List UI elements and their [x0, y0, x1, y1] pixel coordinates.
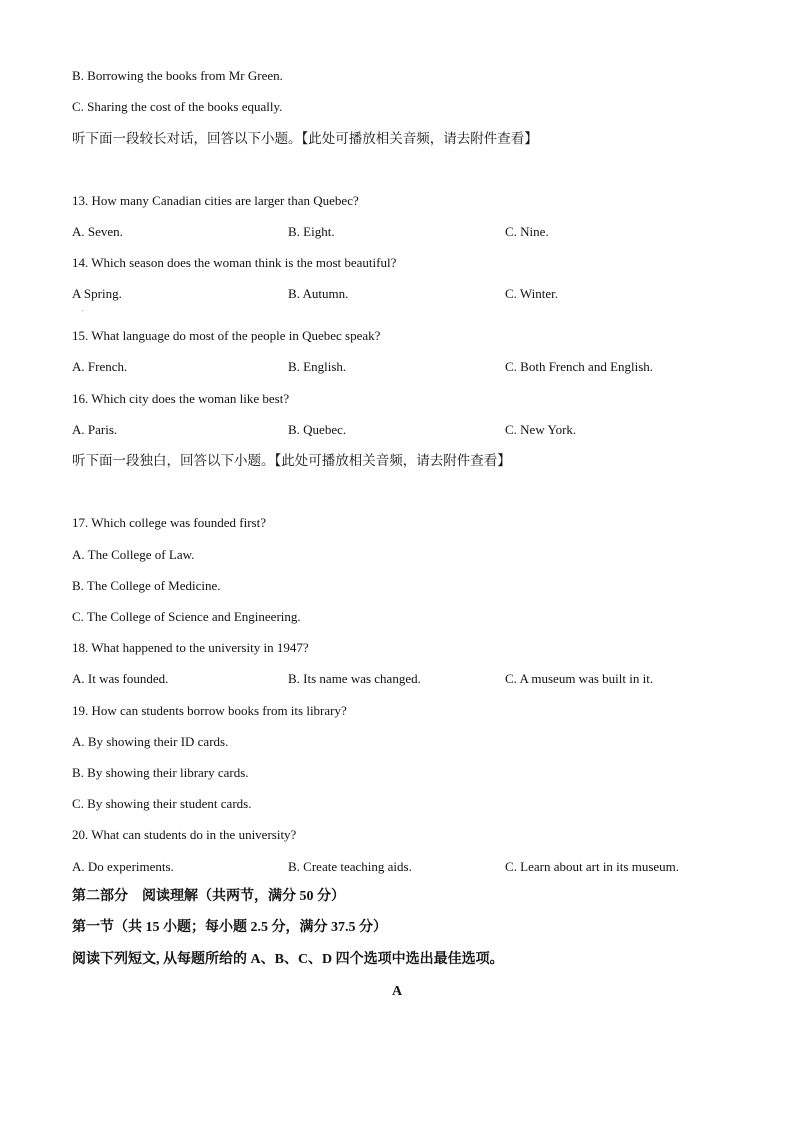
q20-option-a: A. Do experiments.: [72, 859, 174, 874]
q19-option-b: B. By showing their library cards.: [72, 765, 249, 780]
question-17: 17. Which college was founded first?: [72, 515, 266, 530]
stray-dot: .: [82, 307, 84, 313]
q14-option-c: C. Winter.: [505, 286, 559, 301]
q13-option-b: B. Eight.: [288, 224, 335, 239]
q16-option-a: A. Paris.: [72, 422, 118, 437]
q14-option-b: B. Autumn.: [288, 286, 349, 301]
q19-option-a: A. By showing their ID cards.: [72, 734, 229, 749]
question-16: 16. Which city does the woman like best?: [72, 391, 290, 406]
q13-option-a: A. Seven.: [72, 224, 123, 239]
q15-option-c: C. Both French and English.: [505, 359, 654, 374]
q17-option-c: C. The College of Science and Engineering.: [72, 609, 301, 624]
q16-option-b: B. Quebec.: [288, 422, 347, 437]
part-two-heading: 第二部分 阅读理解（共两节，满分 50 分）: [72, 889, 345, 904]
q17-option-b: B. The College of Medicine.: [72, 578, 221, 593]
q17-option-a: A. The College of Law.: [72, 547, 195, 562]
q18-option-a: A. It was founded.: [72, 671, 169, 686]
q18-option-c: C. A museum was built in it.: [505, 671, 654, 686]
question-18: 18. What happened to the university in 1947?: [72, 640, 309, 655]
question-19: 19. How can students borrow books from its library?: [72, 703, 347, 718]
q18-option-b: B. Its name was changed.: [288, 671, 421, 686]
question-14: 14. Which season does the woman think is the most beautiful?: [72, 255, 397, 270]
reading-instruction: 阅读下列短文, 从每题所给的 A、B、C、D 四个选项中选出最佳选项。: [72, 952, 504, 967]
q13-option-c: C. Nine.: [505, 224, 549, 239]
option-b-borrowing: B. Borrowing the books from Mr Green.: [72, 68, 283, 83]
q16-option-c: C. New York.: [505, 422, 577, 437]
passage-label: A: [391, 984, 403, 999]
question-15: 15. What language do most of the people in Quebec speak?: [72, 328, 381, 343]
q20-option-b: B. Create teaching aids.: [288, 859, 412, 874]
q15-option-b: B. English.: [288, 359, 347, 374]
section-one-heading: 第一节（共 15 小题；每小题 2.5 分，满分 37.5 分）: [72, 920, 387, 935]
q19-option-c: C. By showing their student cards.: [72, 796, 252, 811]
question-13: 13. How many Canadian cities are larger than Quebec?: [72, 193, 359, 208]
option-c-sharing: C. Sharing the cost of the books equally.: [72, 99, 283, 114]
q14-option-a: A Spring.: [72, 286, 122, 301]
question-20: 20. What can students do in the university?: [72, 827, 297, 842]
q15-option-a: A. French.: [72, 359, 128, 374]
instruction-long-dialogue: 听下面一段较长对话，回答以下小题。【此处可播放相关音频，请去附件查看】: [72, 131, 538, 146]
q20-option-c: C. Learn about art in its museum.: [505, 859, 680, 874]
instruction-monologue: 听下面一段独白，回答以下小题。【此处可播放相关音频，请去附件查看】: [72, 453, 511, 468]
